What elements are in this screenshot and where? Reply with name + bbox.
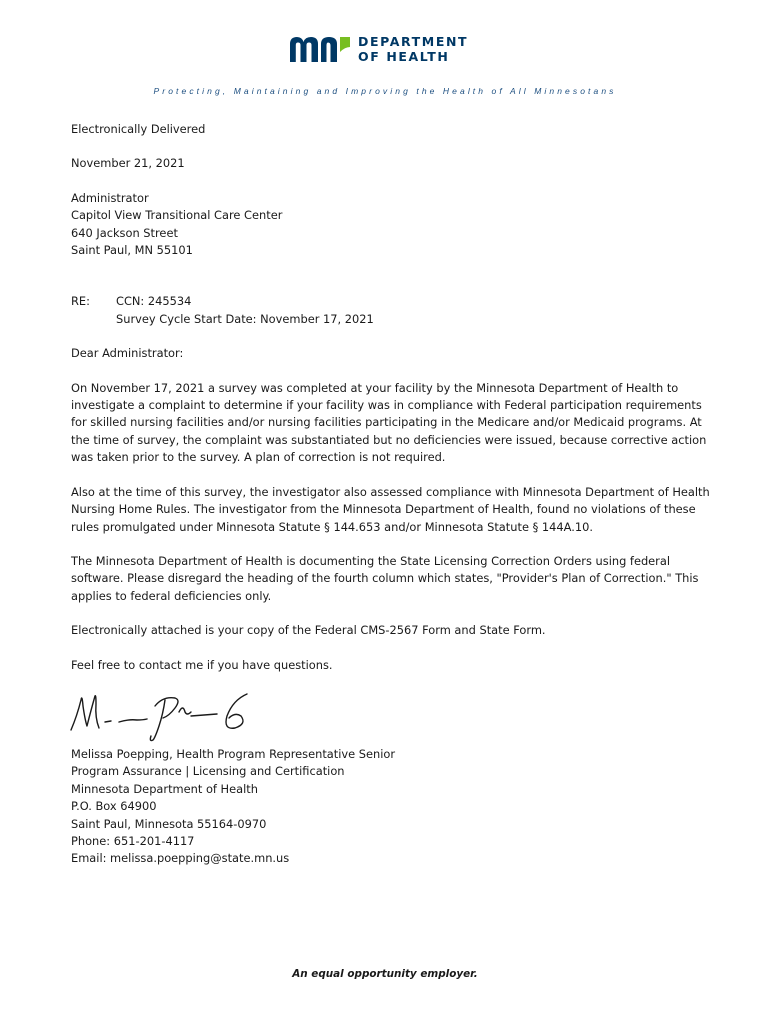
paragraph-line: rules promulgated under Minnesota Statute § 144.653 and/or Minnesota Statute § 144A.10. [71, 519, 593, 534]
letterhead [288, 34, 468, 64]
signer-department: Minnesota Department of Health [71, 781, 258, 796]
paragraph-line: the time of survey, the complaint was substantiated but no deficiencies were issued, because corrective action [71, 432, 707, 447]
subject-reference [71, 293, 701, 328]
letter-date: November 21, 2021 [71, 156, 185, 171]
letter-body [71, 121, 710, 868]
paragraph-line: was taken prior to the survey. A plan of correction is not required. [71, 450, 446, 465]
mn-logo-icon [288, 34, 352, 64]
paragraph-line: The Minnesota Department of Health is documenting the State Licensing Correction Orders using federal [71, 553, 671, 568]
department-name-line1: DEPARTMENT [358, 34, 469, 49]
recipient-line: Saint Paul, MN 55101 [71, 243, 193, 258]
recipient-address [71, 190, 701, 260]
ccn-number: CCN: 245534 [116, 294, 192, 309]
footer-equal-opportunity: An equal opportunity employer. [292, 968, 478, 980]
paragraph-attachments: Electronically attached is your copy of the Federal CMS-2567 Form and State Form. [71, 623, 546, 638]
signer-name-title: Melissa Poepping, Health Program Representative Senior [71, 746, 396, 761]
paragraph-line: Nursing Home Rules. The investigator from the Minnesota Department of Health, found no violations of these [71, 502, 696, 517]
paragraph-line: applies to federal deficiencies only. [71, 588, 272, 603]
paragraph-line: Also at the time of this survey, the investigator also assessed compliance with Minnesota Department of Health [71, 484, 710, 499]
department-name-line2: OF HEALTH [358, 49, 450, 64]
signature-block [71, 746, 701, 868]
paragraph-line: investigate a complaint to determine if your facility was in compliance with Federal participation requirements [71, 398, 702, 413]
signer-email: Email: melissa.poepping@state.mn.us [71, 851, 290, 866]
paragraph-line: for skilled nursing facilities and/or nursing facilities participating in the Medicare and/or Medicaid programs. At [71, 415, 702, 430]
tagline: Protecting, Maintaining and Improving the Health of All Minnesotans [153, 86, 617, 96]
signer-division: Program Assurance | Licensing and Certification [71, 764, 345, 779]
recipient-line: Capitol View Transitional Care Center [71, 208, 283, 223]
handwritten-signature [67, 686, 257, 742]
paragraph-correction-orders [71, 553, 701, 605]
paragraph-state-rules [71, 484, 710, 536]
paragraph-line: software. Please disregard the heading of the fourth column which states, "Provider's Plan of Correction." This [71, 571, 699, 586]
department-name [358, 34, 468, 64]
salutation: Dear Administrator: [71, 346, 184, 361]
survey-start-date: Survey Cycle Start Date: November 17, 2021 [116, 311, 374, 326]
re-label: RE: [71, 294, 90, 309]
paragraph-contact: Feel free to contact me if you have questions. [71, 657, 333, 672]
paragraph-survey-result [71, 380, 707, 467]
recipient-line: 640 Jackson Street [71, 225, 178, 240]
signer-city: Saint Paul, Minnesota 55164-0970 [71, 816, 267, 831]
signer-po-box: P.O. Box 64900 [71, 799, 157, 814]
delivery-method: Electronically Delivered [71, 122, 206, 136]
paragraph-line: On November 17, 2021 a survey was completed at your facility by the Minnesota Department of Health to [71, 380, 679, 395]
recipient-line: Administrator [71, 190, 149, 205]
signer-phone: Phone: 651-201-4117 [71, 833, 195, 848]
